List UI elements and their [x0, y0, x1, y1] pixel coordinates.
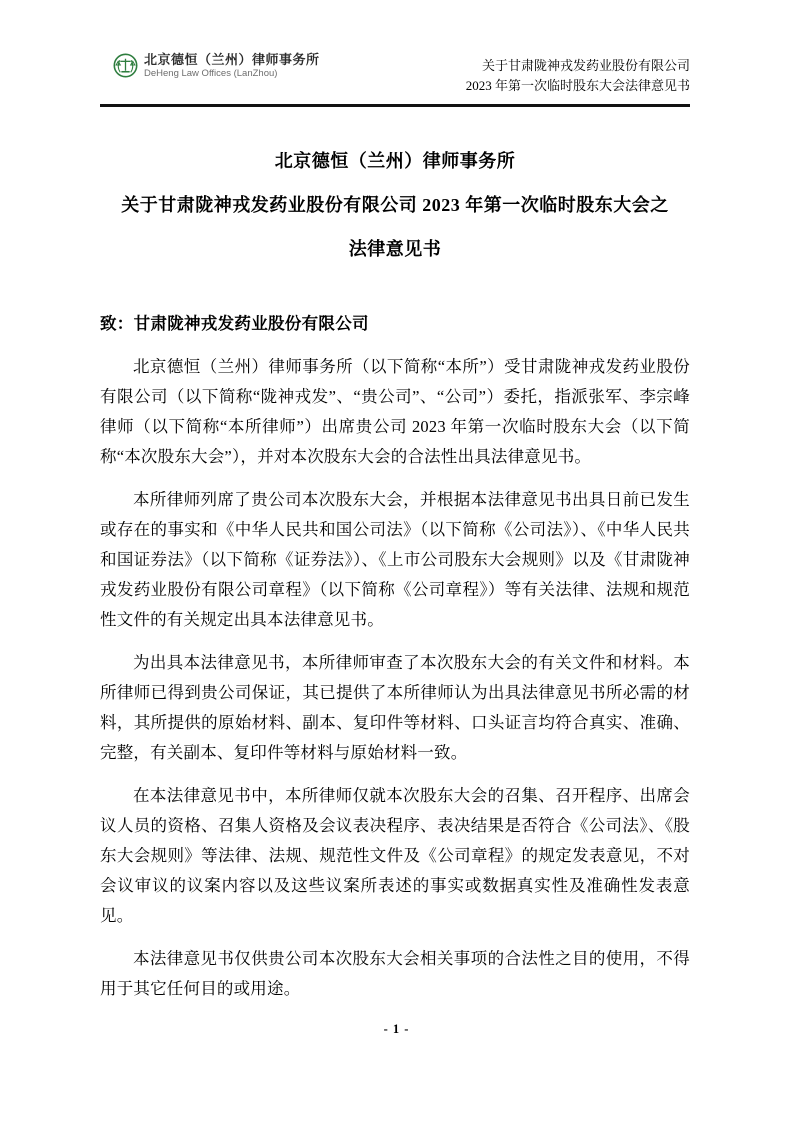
body-paragraph: 为出具本法律意见书，本所律师审查了本次股东大会的有关文件和材料。本所律师已得到贵公司保证，其已提供了本所律师认为出具法律意见书所必需的材料，其所提供的原始材料、副本、复印件等材料、口头证言均符合真实、准确、完整，有关副本、复印件等材料与原始材料一致。 — [100, 653, 690, 762]
header-doc-reference — [466, 56, 690, 96]
document-title-line3: 法律意见书 — [348, 239, 442, 259]
document-title-line2: 关于甘肃陇神戎发药业股份有限公司 2023 年第一次临时股东大会之 — [121, 195, 669, 215]
letterhead — [100, 0, 690, 96]
header-doc-reference-line1: 关于甘肃陇神戎发药业股份有限公司 — [481, 58, 690, 73]
letterhead-divider — [100, 104, 690, 107]
firm-name-cn: 北京德恒（兰州）律师事务所 — [144, 52, 320, 67]
document-title — [100, 139, 690, 271]
salutation: 致：甘肃陇神戎发药业股份有限公司 — [100, 314, 369, 333]
firm-name-en: DeHeng Law Offices (LanZhou) — [144, 68, 278, 79]
page-content — [100, 0, 690, 1004]
header-doc-reference-line2: 2023 年第一次临时股东大会法律意见书 — [465, 78, 690, 93]
document-title-line1: 北京德恒（兰州）律师事务所 — [274, 151, 516, 171]
body-paragraph: 北京德恒（兰州）律师事务所（以下简称“本所”）受甘肃陇神戎发药业股份有限公司（以下简称“陇神戎发”、“贵公司”、“公司”）委托，指派张军、李宗峰律师（以下简称“本所律师”）出席贵公司 2023 年第一次临时股东大会（以下简称“本次股东大会”），并对本次股东大会的合法性出具法律意见书。 — [100, 357, 690, 466]
firm-identity — [100, 52, 320, 80]
body-paragraph: 本所律师列席了贵公司本次股东大会，并根据本法律意见书出具日前已发生或存在的事实和《中华人民共和国公司法》（以下简称《公司法》）、《中华人民共和国证券法》（以下简称《证券法》）、《上市公司股东大会规则》以及《甘肃陇神戎发药业股份有限公司章程》（以下简称《公司章程》）等有关法律、法规和规范性文件的有关规定出具本法律意见书。 — [100, 490, 690, 629]
body-paragraph: 本法律意见书仅供贵公司本次股东大会相关事项的合法性之目的使用，不得用于其它任何目的或用途。 — [100, 949, 690, 998]
scales-of-justice-seal-icon — [113, 53, 138, 78]
body-paragraph: 在本法律意见书中，本所律师仅就本次股东大会的召集、召开程序、出席会议人员的资格、召集人资格及会议表决程序、表决结果是否符合《公司法》、《股东大会规则》等法律、法规、规范性文件及《公司章程》的规定发表意见，不对会议审议的议案内容以及这些议案所表述的事实或数据真实性及准确性发表意见。 — [100, 786, 690, 925]
page-number: - 1 - — [383, 1022, 410, 1036]
firm-names — [144, 52, 320, 80]
